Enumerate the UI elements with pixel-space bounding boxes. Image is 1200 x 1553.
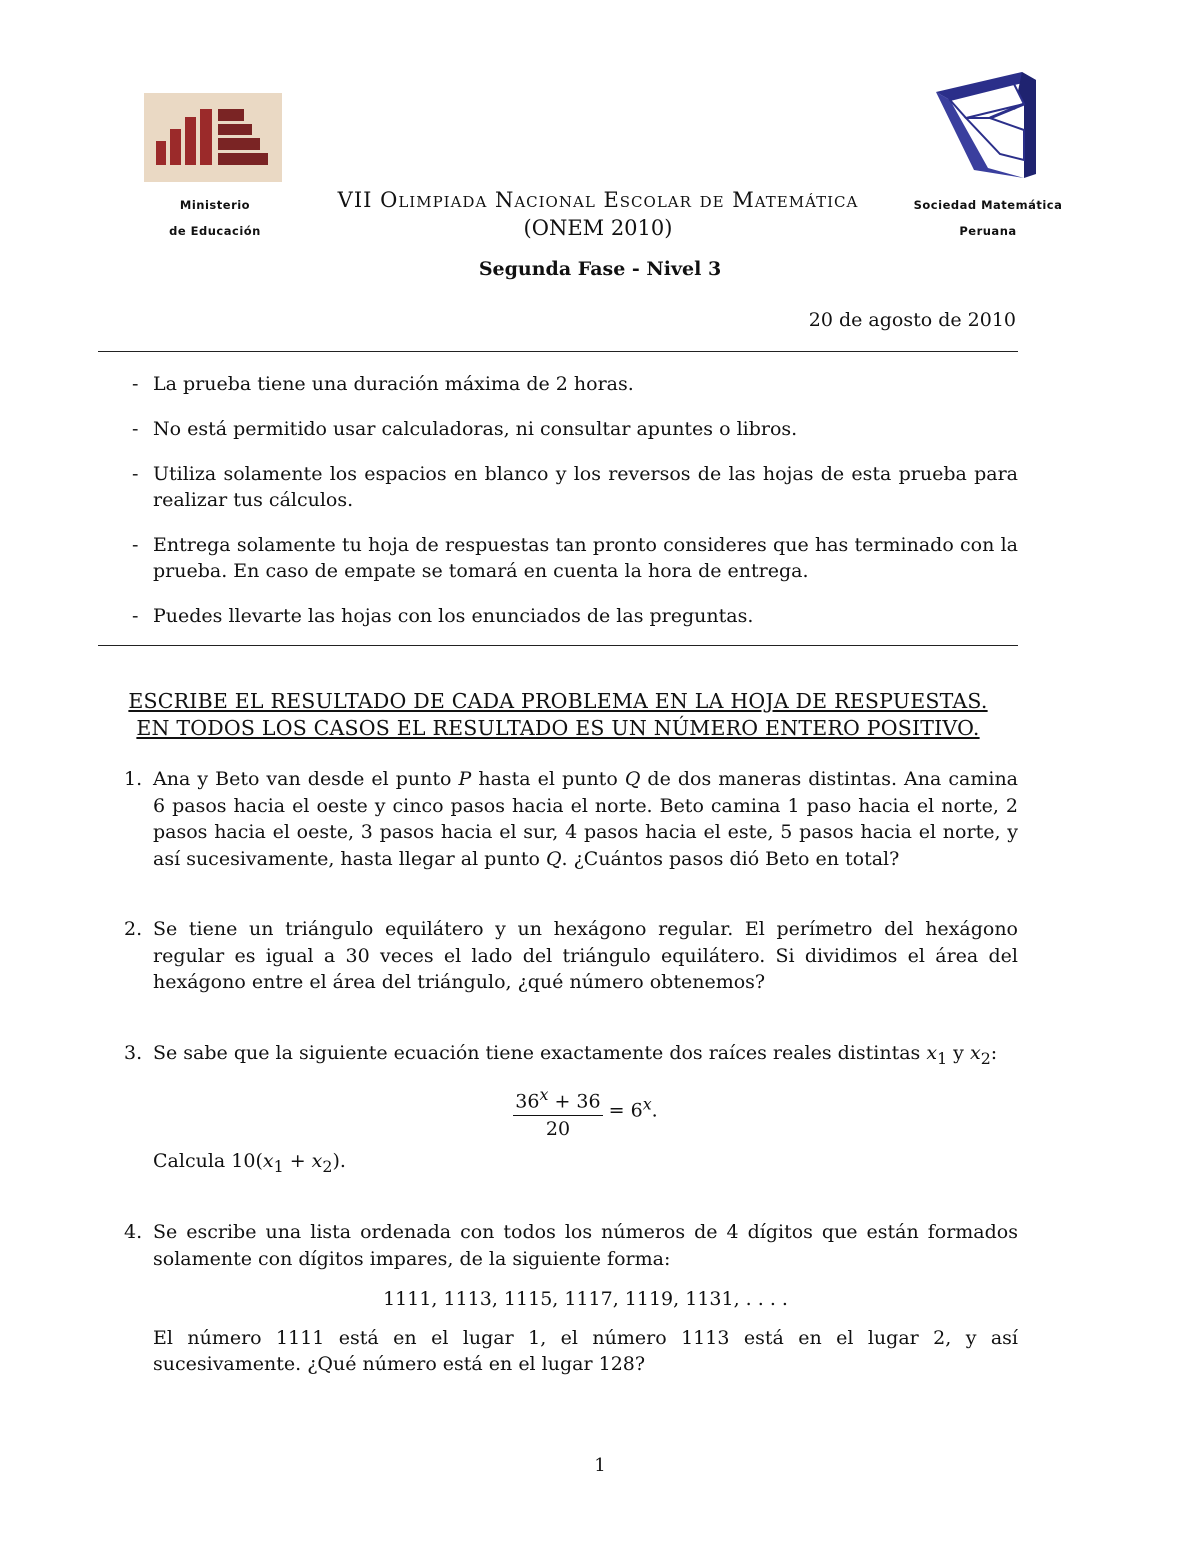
- ministerio-label-line2: de Educación: [169, 224, 261, 238]
- ministerio-label-line1: Ministerio: [179, 198, 251, 212]
- problem-4-question: El número 1111 está en el lugar 1, el número 1113 está en el lugar 2, y así sucesivamente. ¿Qué número está en el lugar 128?: [153, 1326, 1018, 1375]
- problem-text: Se sabe que la siguiente ecuación tiene exactamente dos raíces reales distintas $x_1$ y $x_2$: $\frac{36^x + 36}{20}$ = $6^x$. Calcula $10(x_1 + x_2)$.: [153, 1040, 1018, 1180]
- number-sequence: 1111, 1113, 1115, 1117, 1119, 1131, . . . .: [383, 1288, 788, 1310]
- instruction-item: - Entrega solamente tu hoja de respuestas tan pronto consideres que has terminado con la prueba. En caso de empate se tomará en cuenta la hora de entrega.: [132, 534, 1018, 582]
- problem-text: Ana y Beto van desde el punto P hasta el punto Q de dos maneras distintas. Ana camina 6 pasos hacia el oeste y cinco pasos hacia el norte. Beto camina 1 paso hacia el norte, 2 pasos hacia el oeste, 3 pasos hacia el sur, 4 pasos hacia el este, 5 pasos hacia el norte, y así sucesivamente, hasta llegar al punto Q. ¿Cuántos pasos dió Beto en total?: [153, 768, 1019, 870]
- exam-date: 20 de agosto de 2010: [808, 309, 1016, 331]
- instruction-item: - Utiliza solamente los espacios en blanco y los reversos de las hojas de esta prueba para realizar tus cálculos.: [132, 463, 1018, 511]
- exam-title-line2: (ONEM 2010): [523, 216, 673, 240]
- answer-banner: [98, 688, 1018, 742]
- sociedad-label-line1: Sociedad Matemática: [913, 198, 1063, 212]
- problem-2: [120, 916, 1018, 996]
- instruction-text: Puedes llevarte las hojas con los enunciados de las preguntas.: [153, 605, 754, 627]
- problem-number: 2.: [124, 918, 143, 940]
- ministerio-label: [140, 192, 290, 244]
- instruction-item: - La prueba tiene una duración máxima de 2 horas.: [132, 373, 634, 395]
- sociedad-matematica-logo: [930, 70, 1038, 180]
- answer-banner-line1: ESCRIBE EL RESULTADO DE CADA PROBLEMA EN LA HOJA DE RESPUESTAS.: [128, 689, 988, 713]
- problem-1: [120, 766, 1018, 872]
- ministerio-logo: [144, 93, 282, 182]
- problem-4: [120, 1219, 1018, 1378]
- phase-level: Segunda Fase - Nivel 3: [478, 258, 722, 280]
- sociedad-label: [898, 192, 1078, 244]
- answer-banner-line2: EN TODOS LOS CASOS EL RESULTADO ES UN NÚMERO ENTERO POSITIVO.: [136, 716, 980, 740]
- equation-fraction: $\frac{36^x + 36}{20}$: [515, 1085, 601, 1140]
- problem-text: Se tiene un triángulo equilátero y un hexágono regular. El perímetro del hexágono regular es igual a 30 veces el lado del triángulo equilátero. Si dividimos el área del hexágono entre el área del triángulo, ¿qué número obtenemos?: [153, 918, 1018, 993]
- instruction-item: - Puedes llevarte las hojas con los enunciados de las preguntas.: [132, 605, 754, 627]
- calc-prompt: Calcula $10(x_1 + x_2)$.: [153, 1149, 346, 1176]
- problem-number: 4.: [124, 1221, 143, 1243]
- instruction-text: Entrega solamente tu hoja de respuestas tan pronto consideres que has terminado con la prueba. En caso de empate se tomará en cuenta la hora de entrega.: [153, 534, 1018, 582]
- instruction-text: La prueba tiene una duración máxima de 2 horas.: [153, 373, 634, 395]
- instructions-list: [126, 371, 1018, 648]
- divider-bottom: [98, 645, 1018, 646]
- exam-title-line1: VII Olimpiada Nacional Escolar de Matemática: [337, 188, 859, 212]
- problem-number: 1.: [124, 768, 143, 790]
- problem-number: 3.: [124, 1042, 143, 1064]
- instruction-item: - No está permitido usar calculadoras, ni consultar apuntes o libros.: [132, 418, 798, 440]
- equation: $\frac{36^x + 36}{20}$ = $6^x$.: [515, 1085, 658, 1140]
- divider-top: [98, 351, 1018, 352]
- page-number: 1: [594, 1455, 606, 1476]
- instruction-text: No está permitido usar calculadoras, ni consultar apuntes o libros.: [153, 418, 798, 440]
- problem-text: [153, 1219, 1018, 1378]
- instruction-text: Utiliza solamente los espacios en blanco y los reversos de las hojas de esta prueba para realizar tus cálculos.: [153, 463, 1018, 511]
- sociedad-label-line2: Peruana: [959, 224, 1017, 238]
- exam-title: [280, 186, 916, 242]
- problem-4-intro: Se escribe una lista ordenada con todos los números de 4 dígitos que están formados solamente con dígitos impares, de la siguiente forma:: [153, 1221, 1018, 1270]
- problem-3: [120, 1040, 1018, 1180]
